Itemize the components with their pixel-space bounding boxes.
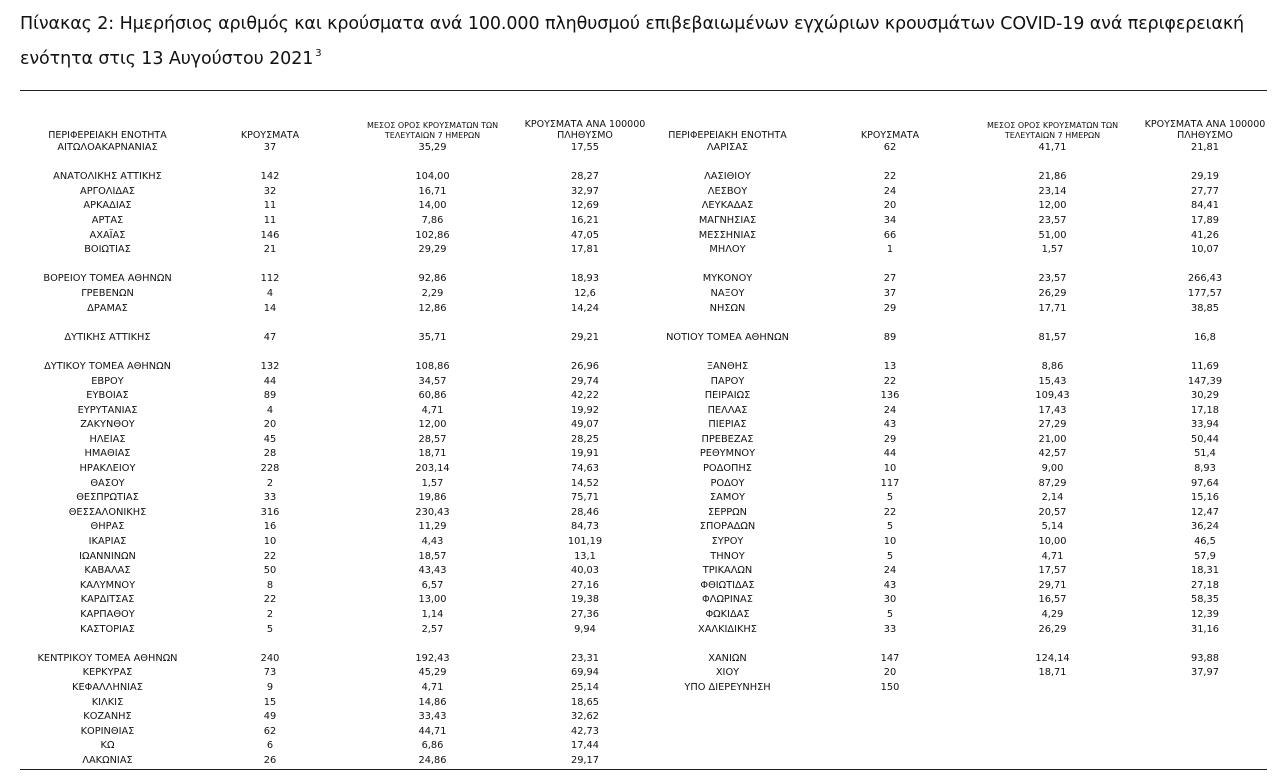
cell-avg7: 16,57 xyxy=(1038,594,1067,606)
cell-region: ΑΙΤΩΛΟΑΚΑΡΝΑΝΙΑΣ xyxy=(57,142,158,153)
cell-per100k: 30,29 xyxy=(1190,390,1220,402)
cell-region: ΚΙΛΚΙΣ xyxy=(91,696,124,708)
cell-avg7: 5,14 xyxy=(1041,521,1064,533)
cell-region: ΧΑΛΚΙΔΙΚΗΣ xyxy=(697,623,757,635)
cell-region: ΔΥΤΙΚΟΥ ΤΟΜΕΑ ΑΘΗΝΩΝ xyxy=(44,360,171,372)
cell-cases: 15 xyxy=(263,696,277,708)
cell-per100k: 42,22 xyxy=(570,390,600,402)
cell-region: ΙΩΑΝΝΙΝΩΝ xyxy=(79,550,136,562)
cell-cases: 62 xyxy=(883,142,897,153)
cell-region: ΡΕΘΥΜΝΟΥ xyxy=(699,448,756,460)
cell-per100k: 27,77 xyxy=(1190,185,1220,197)
cell-per100k: 36,24 xyxy=(1190,521,1220,533)
header-region: ΠΕΡΙΦΕΡΕΙΑΚΗ ΕΝΟΤΗΤΑ xyxy=(48,130,167,141)
cell-cases: 4 xyxy=(266,287,274,299)
cell-avg7: 81,57 xyxy=(1038,331,1067,343)
cell-cases: 8 xyxy=(266,579,274,591)
cell-region: ΤΗΝΟΥ xyxy=(710,550,745,562)
cell-avg7: 2,57 xyxy=(421,623,444,635)
cell-cases: 22 xyxy=(263,594,277,606)
cell-region: ΕΒΡΟΥ xyxy=(91,375,124,387)
cell-per100k: 11,69 xyxy=(1190,360,1220,372)
cell-per100k: 23,31 xyxy=(570,652,600,664)
cell-per100k: 26,96 xyxy=(570,360,600,372)
cell-region: ΞΑΝΘΗΣ xyxy=(706,360,749,372)
cell-cases: 29 xyxy=(883,433,897,445)
cell-cases: 5 xyxy=(266,623,274,635)
cell-avg7: 42,57 xyxy=(1038,448,1067,460)
cell-per100k: 12,39 xyxy=(1190,609,1220,620)
header-per100k: ΚΡΟΥΣΜΑΤΑ ΑΝΑ 100000 ΠΛΗΘΥΣΜΟ xyxy=(1144,119,1266,141)
cell-avg7: 28,57 xyxy=(418,433,447,445)
cell-avg7: 20,57 xyxy=(1038,506,1067,518)
cell-per100k: 17,89 xyxy=(1190,214,1220,226)
cell-per100k: 12,69 xyxy=(570,200,600,212)
cell-avg7: 17,57 xyxy=(1038,565,1067,577)
cell-cases: 24 xyxy=(883,565,897,577)
cell-avg7: 51,00 xyxy=(1038,229,1067,241)
cell-region: ΘΕΣΣΑΛΟΝΙΚΗΣ xyxy=(68,506,147,518)
cell-avg7: 4,71 xyxy=(1041,550,1064,562)
cell-per100k: 58,35 xyxy=(1190,594,1220,606)
cell-avg7: 23,57 xyxy=(1038,273,1067,285)
cell-cases: 5 xyxy=(886,609,894,620)
cell-cases: 10 xyxy=(883,536,897,548)
cell-per100k: 27,36 xyxy=(570,609,600,620)
cell-cases: 62 xyxy=(263,725,277,737)
bottom-rule xyxy=(20,769,1267,770)
cell-per100k: 97,64 xyxy=(1190,477,1220,489)
cell-region: ΑΝΑΤΟΛΙΚΗΣ ΑΤΤΙΚΗΣ xyxy=(53,171,162,183)
cell-avg7: 192,43 xyxy=(415,652,450,664)
cell-region: ΗΜΑΘΙΑΣ xyxy=(84,448,131,460)
cell-region: ΠΕΛΛΑΣ xyxy=(707,404,748,416)
cell-per100k: 12,47 xyxy=(1190,506,1220,518)
cell-cases: 44 xyxy=(263,375,277,387)
cell-per100k: 147,39 xyxy=(1187,375,1223,387)
cell-cases: 5 xyxy=(886,492,894,504)
cell-avg7: 17,71 xyxy=(1038,302,1067,314)
cell-per100k: 38,85 xyxy=(1190,302,1220,314)
cell-per100k: 18,93 xyxy=(570,273,600,285)
cell-per100k: 17,18 xyxy=(1190,404,1220,416)
header-cases: ΚΡΟΥΣΜΑΤΑ xyxy=(240,130,300,141)
cell-per100k: 84,73 xyxy=(570,521,600,533)
cell-avg7: 108,86 xyxy=(415,360,450,372)
cell-per100k: 8,93 xyxy=(1194,463,1216,475)
cell-region: ΗΡΑΚΛΕΙΟΥ xyxy=(79,463,136,475)
cell-cases: 11 xyxy=(263,214,277,226)
cell-cases: 73 xyxy=(263,667,277,679)
cell-region: ΘΑΣΟΥ xyxy=(90,477,125,489)
cell-per100k: 17,55 xyxy=(570,142,600,153)
cell-avg7: 230,43 xyxy=(415,506,450,518)
cell-cases: 14 xyxy=(263,302,277,314)
cell-region: ΠΙΕΡΙΑΣ xyxy=(708,419,747,431)
cell-region: ΖΑΚΥΝΘΟΥ xyxy=(80,419,135,431)
cell-region: ΙΚΑΡΙΑΣ xyxy=(88,536,127,548)
cell-region: ΛΑΡΙΣΑΣ xyxy=(706,142,749,153)
cell-region: ΑΡΚΑΔΙΑΣ xyxy=(83,200,132,212)
cell-cases: 28 xyxy=(263,448,277,460)
cell-region: ΜΑΓΝΗΣΙΑΣ xyxy=(698,214,757,226)
cell-cases: 22 xyxy=(883,506,897,518)
cell-region: ΚΟΖΑΝΗΣ xyxy=(83,711,132,723)
cell-per100k: 21,81 xyxy=(1190,142,1220,153)
cell-per100k: 49,07 xyxy=(570,419,600,431)
cell-avg7: 35,71 xyxy=(418,331,447,343)
cell-avg7: 44,71 xyxy=(418,725,447,737)
cell-per100k: 93,88 xyxy=(1190,652,1220,664)
cell-region: ΜΗΛΟΥ xyxy=(709,244,746,256)
cell-avg7: 14,00 xyxy=(418,200,447,212)
cell-per100k: 29,17 xyxy=(570,754,600,766)
cell-per100k: 10,07 xyxy=(1190,244,1220,256)
cell-cases: 24 xyxy=(883,185,897,197)
cell-avg7: 1,57 xyxy=(421,477,444,489)
cell-avg7: 11,29 xyxy=(418,521,447,533)
cell-region: ΝΗΣΩΝ xyxy=(709,302,746,314)
cell-per100k: 32,97 xyxy=(570,185,600,197)
table-title-text: Πίνακας 2: Ημερήσιος αριθμός και κρούσματα ανά 100.000 πληθυσμού επιβεβαιωμένων εγχώριων κρουσμάτων COVID-19 ανά περιφερειακή ενότητα στις 13 Αυγούστου 2021 xyxy=(20,14,1245,69)
cell-region: ΓΡΕΒΕΝΩΝ xyxy=(81,287,134,299)
cell-region: ΔΥΤΙΚΗΣ ΑΤΤΙΚΗΣ xyxy=(64,331,151,343)
cell-per100k: 74,63 xyxy=(570,463,600,475)
cell-avg7: 4,29 xyxy=(1041,609,1064,620)
cell-region: ΚΕΡΚΥΡΑΣ xyxy=(82,667,133,679)
cell-region: ΕΥΡΥΤΑΝΙΑΣ xyxy=(77,404,138,416)
cell-avg7: 33,43 xyxy=(418,711,447,723)
cell-avg7: 21,00 xyxy=(1038,433,1067,445)
cell-avg7: 1,57 xyxy=(1041,244,1064,256)
cell-cases: 66 xyxy=(883,229,897,241)
cell-region: ΣΠΟΡΑΔΩΝ xyxy=(699,521,756,533)
cell-avg7: 6,86 xyxy=(421,740,444,752)
cell-region: ΚΑΡΠΑΘΟΥ xyxy=(80,609,135,620)
cell-region: ΦΘΙΩΤΙΔΑΣ xyxy=(700,579,755,591)
cell-region: ΜΕΣΣΗΝΙΑΣ xyxy=(698,229,757,241)
cell-avg7: 29,71 xyxy=(1038,579,1067,591)
cell-per100k: 16,21 xyxy=(570,214,600,226)
cell-region: ΧΑΝΙΩΝ xyxy=(708,652,747,664)
cell-cases: 20 xyxy=(883,667,897,679)
cell-cases: 20 xyxy=(263,419,277,431)
cell-avg7: 60,86 xyxy=(418,390,447,402)
cell-avg7: 16,71 xyxy=(418,185,447,197)
cell-per100k: 14,52 xyxy=(570,477,600,489)
cell-avg7: 8,86 xyxy=(1041,360,1064,372)
cell-avg7: 203,14 xyxy=(415,463,450,475)
cell-region: ΑΡΓΟΛΙΔΑΣ xyxy=(80,185,135,197)
cell-cases: 33 xyxy=(263,492,277,504)
cell-avg7: 34,57 xyxy=(418,375,447,387)
cell-cases: 2 xyxy=(266,609,274,620)
cell-cases: 136 xyxy=(880,390,900,402)
cell-region: ΚΟΡΙΝΘΙΑΣ xyxy=(80,725,135,737)
cell-avg7: 23,14 xyxy=(1038,185,1067,197)
cell-avg7: 10,00 xyxy=(1038,536,1067,548)
cell-avg7: 12,86 xyxy=(418,302,447,314)
cell-avg7: 35,29 xyxy=(418,142,447,153)
cell-per100k: 69,94 xyxy=(570,667,600,679)
cell-cases: 45 xyxy=(263,433,277,445)
cell-avg7: 104,00 xyxy=(415,171,450,183)
cell-avg7: 2,29 xyxy=(421,287,444,299)
cell-cases: 22 xyxy=(263,550,277,562)
cell-per100k: 75,71 xyxy=(570,492,600,504)
cell-avg7: 18,71 xyxy=(1038,667,1067,679)
cell-avg7: 124,14 xyxy=(1035,652,1070,664)
cell-avg7: 41,71 xyxy=(1038,142,1067,153)
cell-cases: 147 xyxy=(880,652,900,664)
cell-per100k: 57,9 xyxy=(1194,550,1216,562)
cell-region: ΒΟΙΩΤΙΑΣ xyxy=(84,244,131,256)
cell-avg7: 12,00 xyxy=(418,419,447,431)
cell-avg7: 26,29 xyxy=(1038,623,1067,635)
cell-cases: 150 xyxy=(880,681,900,693)
cell-region: ΗΛΕΙΑΣ xyxy=(89,433,126,445)
cell-per100k: 51,4 xyxy=(1194,448,1216,460)
cell-region: ΡΟΔΟΥ xyxy=(710,477,745,489)
cell-region: ΑΧΑΪΑΣ xyxy=(89,229,126,241)
cell-per100k: 50,44 xyxy=(1190,433,1220,445)
cell-cases: 20 xyxy=(883,200,897,212)
cell-region: ΧΙΟΥ xyxy=(715,667,740,679)
cell-per100k: 33,94 xyxy=(1190,419,1220,431)
cell-region: ΘΗΡΑΣ xyxy=(90,521,125,533)
cell-region: ΝΟΤΙΟΥ ΤΟΜΕΑ ΑΘΗΝΩΝ xyxy=(666,331,789,343)
cell-region: ΝΑΞΟΥ xyxy=(710,287,745,299)
cell-avg7: 45,29 xyxy=(418,667,447,679)
cell-per100k: 47,05 xyxy=(570,229,600,241)
cell-cases: 316 xyxy=(260,506,280,518)
cell-region: ΥΠΟ ΔΙΕΡΕΥΝΗΣΗ xyxy=(684,681,771,693)
cell-region: ΑΡΤΑΣ xyxy=(91,214,124,226)
cell-region: ΠΡΕΒΕΖΑΣ xyxy=(701,433,754,445)
cell-region: ΚΩ xyxy=(100,740,115,752)
cell-avg7: 29,29 xyxy=(418,244,447,256)
cell-region: ΦΛΩΡΙΝΑΣ xyxy=(702,594,753,606)
cell-per100k: 28,27 xyxy=(570,171,600,183)
cell-cases: 240 xyxy=(260,652,280,664)
cell-avg7: 27,29 xyxy=(1038,419,1067,431)
cell-per100k: 37,97 xyxy=(1190,667,1220,679)
cell-cases: 89 xyxy=(883,331,897,343)
cell-avg7: 92,86 xyxy=(418,273,447,285)
cell-cases: 228 xyxy=(260,463,280,475)
cell-per100k: 14,24 xyxy=(570,302,600,314)
cell-per100k: 29,74 xyxy=(570,375,600,387)
cell-per100k: 17,44 xyxy=(570,740,600,752)
cell-cases: 30 xyxy=(883,594,897,606)
cell-cases: 43 xyxy=(883,579,897,591)
cell-region: ΣΑΜΟΥ xyxy=(709,492,746,504)
cell-per100k: 12,6 xyxy=(574,287,596,299)
cell-region: ΣΥΡΟΥ xyxy=(711,536,744,548)
cell-avg7: 102,86 xyxy=(415,229,450,241)
cell-cases: 27 xyxy=(883,273,897,285)
cell-per100k: 18,31 xyxy=(1190,565,1220,577)
cell-per100k: 15,16 xyxy=(1190,492,1220,504)
cell-per100k: 46,5 xyxy=(1194,536,1216,548)
cell-region: ΛΑΚΩΝΙΑΣ xyxy=(82,754,133,766)
cell-cases: 10 xyxy=(263,536,277,548)
cell-cases: 21 xyxy=(263,244,277,256)
cell-region: ΔΡΑΜΑΣ xyxy=(87,302,128,314)
cell-cases: 50 xyxy=(263,565,277,577)
cell-per100k: 27,16 xyxy=(570,579,600,591)
cell-avg7: 17,43 xyxy=(1038,404,1067,416)
cell-per100k: 32,62 xyxy=(570,711,600,723)
header-avg7: ΜΕΣΟΣ ΟΡΟΣ ΚΡΟΥΣΜΑΤΩΝ ΤΩΝ ΤΕΛΕΥΤΑΙΩΝ 7 ΗΜΕΡΩΝ xyxy=(366,121,499,140)
cell-per100k: 29,19 xyxy=(1190,171,1220,183)
cell-cases: 47 xyxy=(263,331,277,343)
cell-per100k: 18,65 xyxy=(570,696,600,708)
cell-cases: 24 xyxy=(883,404,897,416)
cell-avg7: 18,71 xyxy=(418,448,447,460)
cell-cases: 37 xyxy=(883,287,897,299)
cell-avg7: 19,86 xyxy=(418,492,447,504)
cell-per100k: 101,19 xyxy=(567,536,603,548)
cell-per100k: 266,43 xyxy=(1187,273,1223,285)
cell-cases: 11 xyxy=(263,200,277,212)
cell-cases: 5 xyxy=(886,550,894,562)
cell-cases: 32 xyxy=(263,185,277,197)
cell-cases: 146 xyxy=(260,229,280,241)
cell-region: ΚΑΣΤΟΡΙΑΣ xyxy=(80,623,135,635)
header-cases: ΚΡΟΥΣΜΑΤΑ xyxy=(860,130,920,141)
cell-cases: 2 xyxy=(266,477,274,489)
cell-region: ΜΥΚΟΝΟΥ xyxy=(702,273,753,285)
cell-per100k: 31,16 xyxy=(1190,623,1220,635)
cell-avg7: 6,57 xyxy=(421,579,444,591)
cell-region: ΚΑΡΔΙΤΣΑΣ xyxy=(80,594,135,606)
cell-avg7: 12,00 xyxy=(1038,200,1067,212)
cell-cases: 22 xyxy=(883,171,897,183)
cell-avg7: 4,71 xyxy=(421,404,444,416)
header-per100k: ΚΡΟΥΣΜΑΤΑ ΑΝΑ 100000 ΠΛΗΘΥΣΜΟ xyxy=(524,119,646,141)
cell-cases: 44 xyxy=(883,448,897,460)
cell-per100k: 25,14 xyxy=(570,681,600,693)
cell-cases: 16 xyxy=(263,521,277,533)
cell-avg7: 23,57 xyxy=(1038,214,1067,226)
cell-avg7: 15,43 xyxy=(1038,375,1067,387)
cell-per100k: 19,91 xyxy=(570,448,600,460)
cell-per100k: 28,46 xyxy=(570,506,600,518)
cell-avg7: 26,29 xyxy=(1038,287,1067,299)
cell-cases: 89 xyxy=(263,390,277,402)
cell-per100k: 27,18 xyxy=(1190,579,1220,591)
cell-cases: 49 xyxy=(263,711,277,723)
cell-cases: 33 xyxy=(883,623,897,635)
cell-avg7: 1,14 xyxy=(421,609,444,620)
footnote-marker: 3 xyxy=(315,48,322,59)
cell-avg7: 4,71 xyxy=(421,681,444,693)
cell-region: ΛΕΣΒΟΥ xyxy=(707,185,748,197)
cell-per100k: 9,94 xyxy=(574,623,596,635)
cell-region: ΚΑΛΥΜΝΟΥ xyxy=(79,579,136,591)
cell-avg7: 14,86 xyxy=(418,696,447,708)
cell-region: ΛΑΣΙΘΙΟΥ xyxy=(704,171,751,183)
cell-per100k: 13,1 xyxy=(574,550,596,562)
cell-region: ΦΩΚΙΔΑΣ xyxy=(705,609,750,620)
cell-region: ΚΕΦΑΛΛΗΝΙΑΣ xyxy=(72,681,143,693)
cell-region: ΕΥΒΟΙΑΣ xyxy=(86,390,129,402)
cell-per100k: 29,21 xyxy=(570,331,600,343)
cell-per100k: 42,73 xyxy=(570,725,600,737)
cell-cases: 9 xyxy=(266,681,274,693)
cell-per100k: 177,57 xyxy=(1187,287,1223,299)
header-region: ΠΕΡΙΦΕΡΕΙΑΚΗ ΕΝΟΤΗΤΑ xyxy=(668,130,787,141)
top-rule xyxy=(20,90,1267,91)
cell-region: ΡΟΔΟΠΗΣ xyxy=(703,463,752,475)
cell-region: ΒΟΡΕΙΟΥ ΤΟΜΕΑ ΑΘΗΝΩΝ xyxy=(43,273,172,285)
cell-avg7: 13,00 xyxy=(418,594,447,606)
cell-cases: 5 xyxy=(886,521,894,533)
cell-per100k: 17,81 xyxy=(570,244,600,256)
header-avg7: ΜΕΣΟΣ ΟΡΟΣ ΚΡΟΥΣΜΑΤΩΝ ΤΩΝ ΤΕΛΕΥΤΑΙΩΝ 7 ΗΜΕΡΩΝ xyxy=(986,121,1119,140)
cell-cases: 13 xyxy=(883,360,897,372)
cell-avg7: 43,43 xyxy=(418,565,447,577)
cell-region: ΚΑΒΑΛΑΣ xyxy=(84,565,131,577)
table-title xyxy=(20,10,1270,74)
cell-region: ΛΕΥΚΑΔΑΣ xyxy=(701,200,754,212)
cell-avg7: 9,00 xyxy=(1041,463,1064,475)
cell-avg7: 4,43 xyxy=(421,536,444,548)
cell-region: ΠΑΡΟΥ xyxy=(710,375,745,387)
cell-cases: 117 xyxy=(880,477,900,489)
cell-cases: 112 xyxy=(260,273,280,285)
cell-cases: 6 xyxy=(266,740,274,752)
cell-region: ΤΡΙΚΑΛΩΝ xyxy=(702,565,753,577)
cell-region: ΣΕΡΡΩΝ xyxy=(707,506,747,518)
cell-per100k: 19,38 xyxy=(570,594,600,606)
cell-cases: 132 xyxy=(260,360,280,372)
cell-avg7: 87,29 xyxy=(1038,477,1067,489)
cell-cases: 22 xyxy=(883,375,897,387)
cell-cases: 29 xyxy=(883,302,897,314)
cell-avg7: 109,43 xyxy=(1035,390,1070,402)
cell-region: ΚΕΝΤΡΙΚΟΥ ΤΟΜΕΑ ΑΘΗΝΩΝ xyxy=(37,652,178,664)
cell-avg7: 21,86 xyxy=(1038,171,1067,183)
cell-per100k: 40,03 xyxy=(570,565,600,577)
cell-cases: 4 xyxy=(266,404,274,416)
cell-per100k: 28,25 xyxy=(570,433,600,445)
cell-avg7: 18,57 xyxy=(418,550,447,562)
cell-cases: 10 xyxy=(883,463,897,475)
cell-avg7: 24,86 xyxy=(418,754,447,766)
cell-cases: 43 xyxy=(883,419,897,431)
cell-avg7: 7,86 xyxy=(421,214,444,226)
cell-per100k: 84,41 xyxy=(1190,200,1220,212)
cell-per100k: 19,92 xyxy=(570,404,600,416)
cell-cases: 26 xyxy=(263,754,277,766)
cell-cases: 34 xyxy=(883,214,897,226)
cell-cases: 37 xyxy=(263,142,277,153)
cell-region: ΠΕΙΡΑΙΩΣ xyxy=(704,390,751,402)
cell-per100k: 16,8 xyxy=(1194,331,1216,343)
cell-region: ΘΕΣΠΡΩΤΙΑΣ xyxy=(76,492,139,504)
cell-per100k: 41,26 xyxy=(1190,229,1220,241)
cell-cases: 142 xyxy=(260,171,280,183)
cell-avg7: 2,14 xyxy=(1041,492,1064,504)
cell-cases: 1 xyxy=(886,244,894,256)
